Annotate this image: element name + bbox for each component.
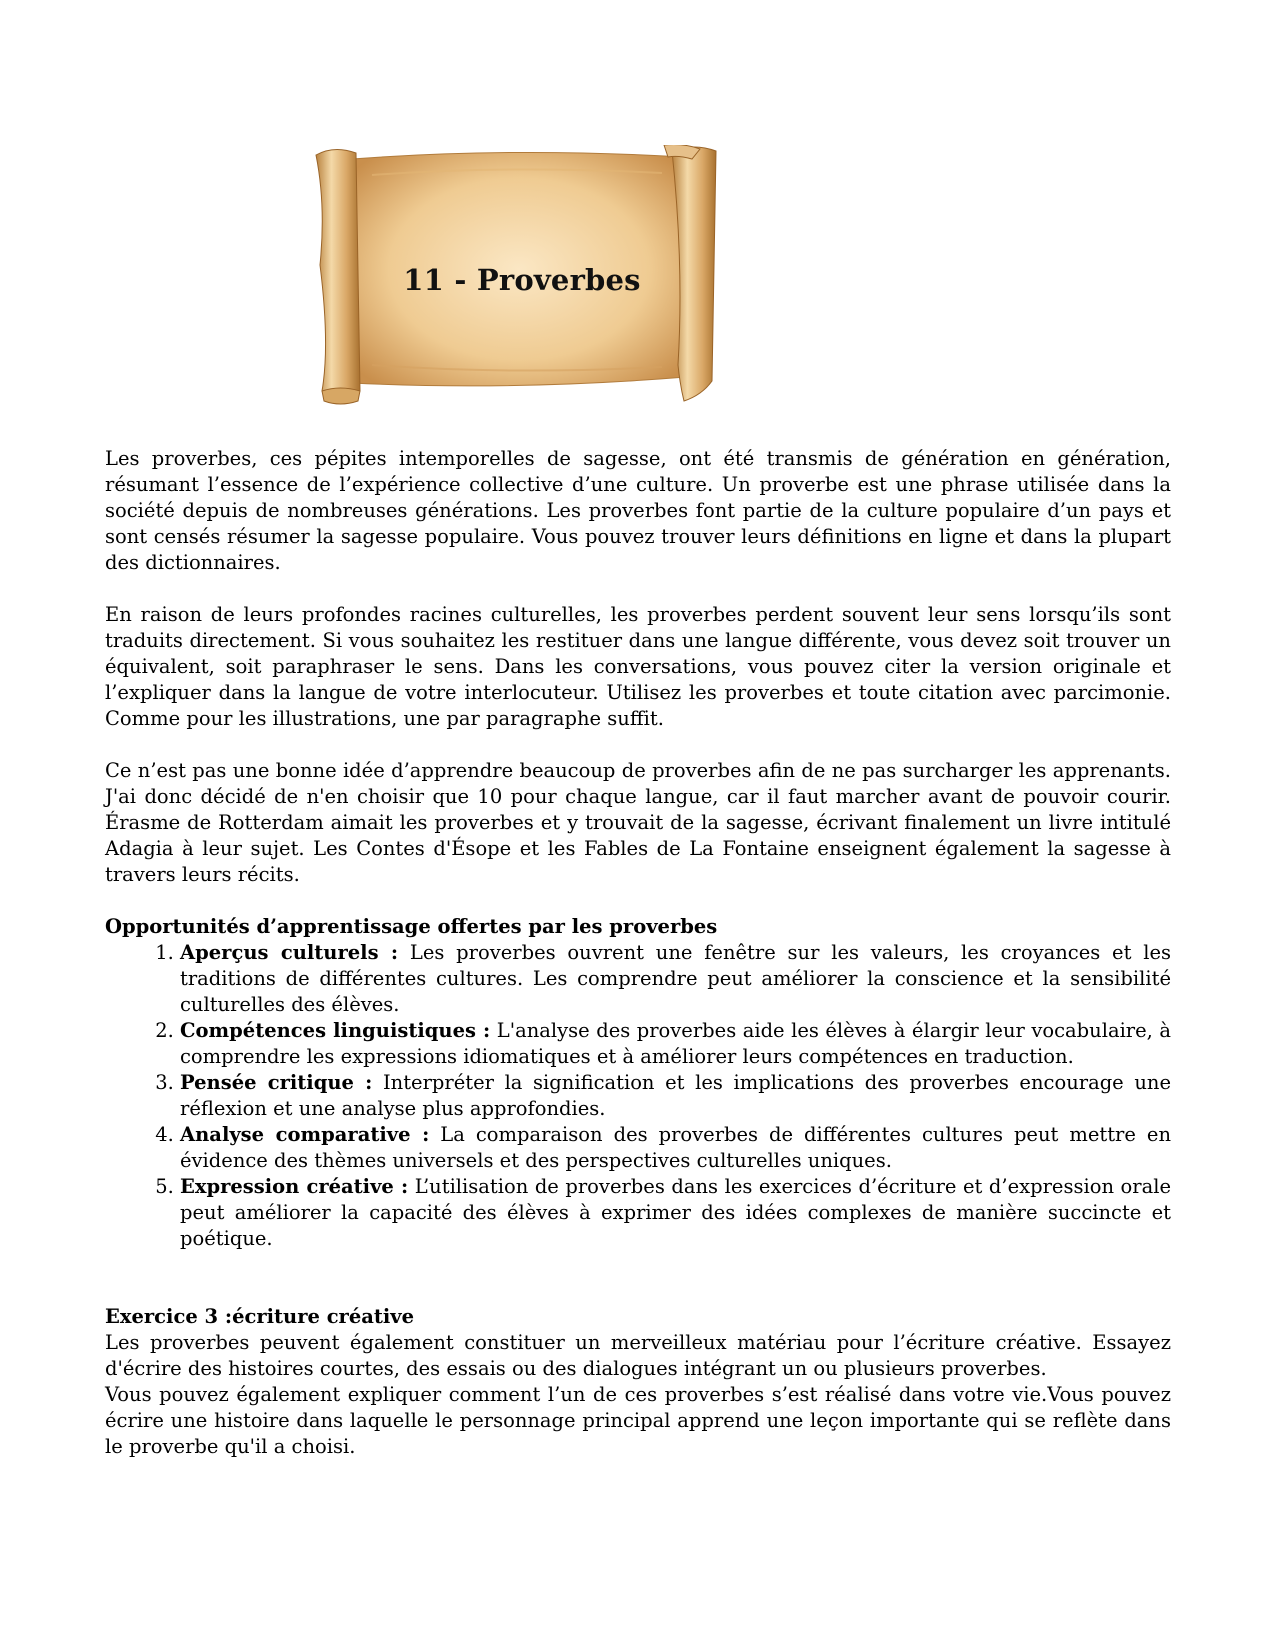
exercise-text-2: Vous pouvez également expliquer comment l’un de ces proverbes s’est réalisé dans votre vie.Vous pouvez écrire une histoire dans laquelle le personnage principal apprend une leçon importante qui se reflète dans le proverbe qu'il a choisi. bbox=[105, 1383, 1171, 1458]
list-item-text: L'analyse des proverbes aide les élèves à élargir leur vocabulaire, à comprendre les expressions idiomatiques et à améliorer leurs compétences en traduction. bbox=[180, 1019, 1172, 1068]
list-item-term: Aperçus culturels : bbox=[180, 941, 399, 964]
parchment-scroll-banner bbox=[312, 145, 718, 405]
list-item bbox=[180, 1122, 1171, 1174]
list-item-text: La comparaison des proverbes de différentes cultures peut mettre en évidence des thèmes universels et des perspectives culturelles uniques. bbox=[180, 1123, 1172, 1172]
document-body bbox=[105, 446, 1171, 1460]
list-item-term: Expression créative : bbox=[180, 1175, 409, 1198]
list-item-text: Interpréter la signification et les implications des proverbes encourage une réflexion et une analyse plus approfondies. bbox=[180, 1071, 1171, 1120]
culture-paragraph: En raison de leurs profondes racines culturelles, les proverbes perdent souvent leur sens lorsqu’ils sont traduits directement. Si vous souhaitez les restituer dans une langue différente, vous devez soit trouver un équivalent, soit paraphraser le sens. Dans les conversations, vous pouvez citer la version originale et l’expliquer dans la langue de votre interlocuteur. Utilisez les proverbes et toute citation avec parcimonie. Comme pour les illustrations, une par paragraphe suffit. bbox=[105, 603, 1171, 730]
opportunities-list bbox=[105, 940, 1171, 1252]
list-item-text: L’utilisation de proverbes dans les exercices d’écriture et d’expression orale peut améliorer la capacité des élèves à exprimer des idées complexes de manière succincte et poétique. bbox=[180, 1175, 1172, 1250]
intro-paragraph: Les proverbes, ces pépites intemporelles de sagesse, ont été transmis de génération en génération, résumant l’essence de l’expérience collective d’une culture. Un proverbe est une phrase utilisée dans la société depuis de nombreuses générations. Les proverbes font partie de la culture populaire d’un pays et sont censés résumer la sagesse populaire. Vous pouvez trouver leurs définitions en ligne et dans la plupart des dictionnaires. bbox=[105, 447, 1171, 574]
list-item-term: Compétences linguistiques : bbox=[180, 1019, 491, 1042]
chapter-title: 11 - Proverbes bbox=[403, 263, 641, 297]
list-item bbox=[180, 1018, 1171, 1070]
learning-paragraph: Ce n’est pas une bonne idée d’apprendre beaucoup de proverbes afin de ne pas surcharger les apprenants. J'ai donc décidé de n'en choisir que 10 pour chaque langue, car il faut marcher avant de pouvoir courir. Érasme de Rotterdam aimait les proverbes et y trouvait de la sagesse, écrivant finalement un livre intitulé Adagia à leur sujet. Les Contes d'Ésope et les Fables de La Fontaine enseignent également la sagesse à travers leurs récits. bbox=[105, 759, 1171, 886]
exercise-text-1: Les proverbes peuvent également constituer un merveilleux matériau pour l’écriture créative. Essayez d'écrire des histoires courtes, des essais ou des dialogues intégrant un ou plusieurs proverbes. bbox=[105, 1331, 1171, 1380]
exercise-heading: Exercice 3 :écriture créative bbox=[105, 1305, 415, 1328]
list-item bbox=[180, 940, 1171, 1018]
list-item-term: Analyse comparative : bbox=[180, 1123, 430, 1146]
list-item bbox=[180, 1070, 1171, 1122]
opportunities-heading: Opportunités d’apprentissage offertes par les proverbes bbox=[105, 915, 718, 938]
list-item-term: Pensée critique : bbox=[180, 1071, 373, 1094]
list-item-text: Les proverbes ouvrent une fenêtre sur les valeurs, les croyances et les traditions de différentes cultures. Les comprendre peut améliorer la conscience et la sensibilité culturelles des élèves. bbox=[180, 941, 1171, 1016]
list-item bbox=[180, 1174, 1171, 1252]
